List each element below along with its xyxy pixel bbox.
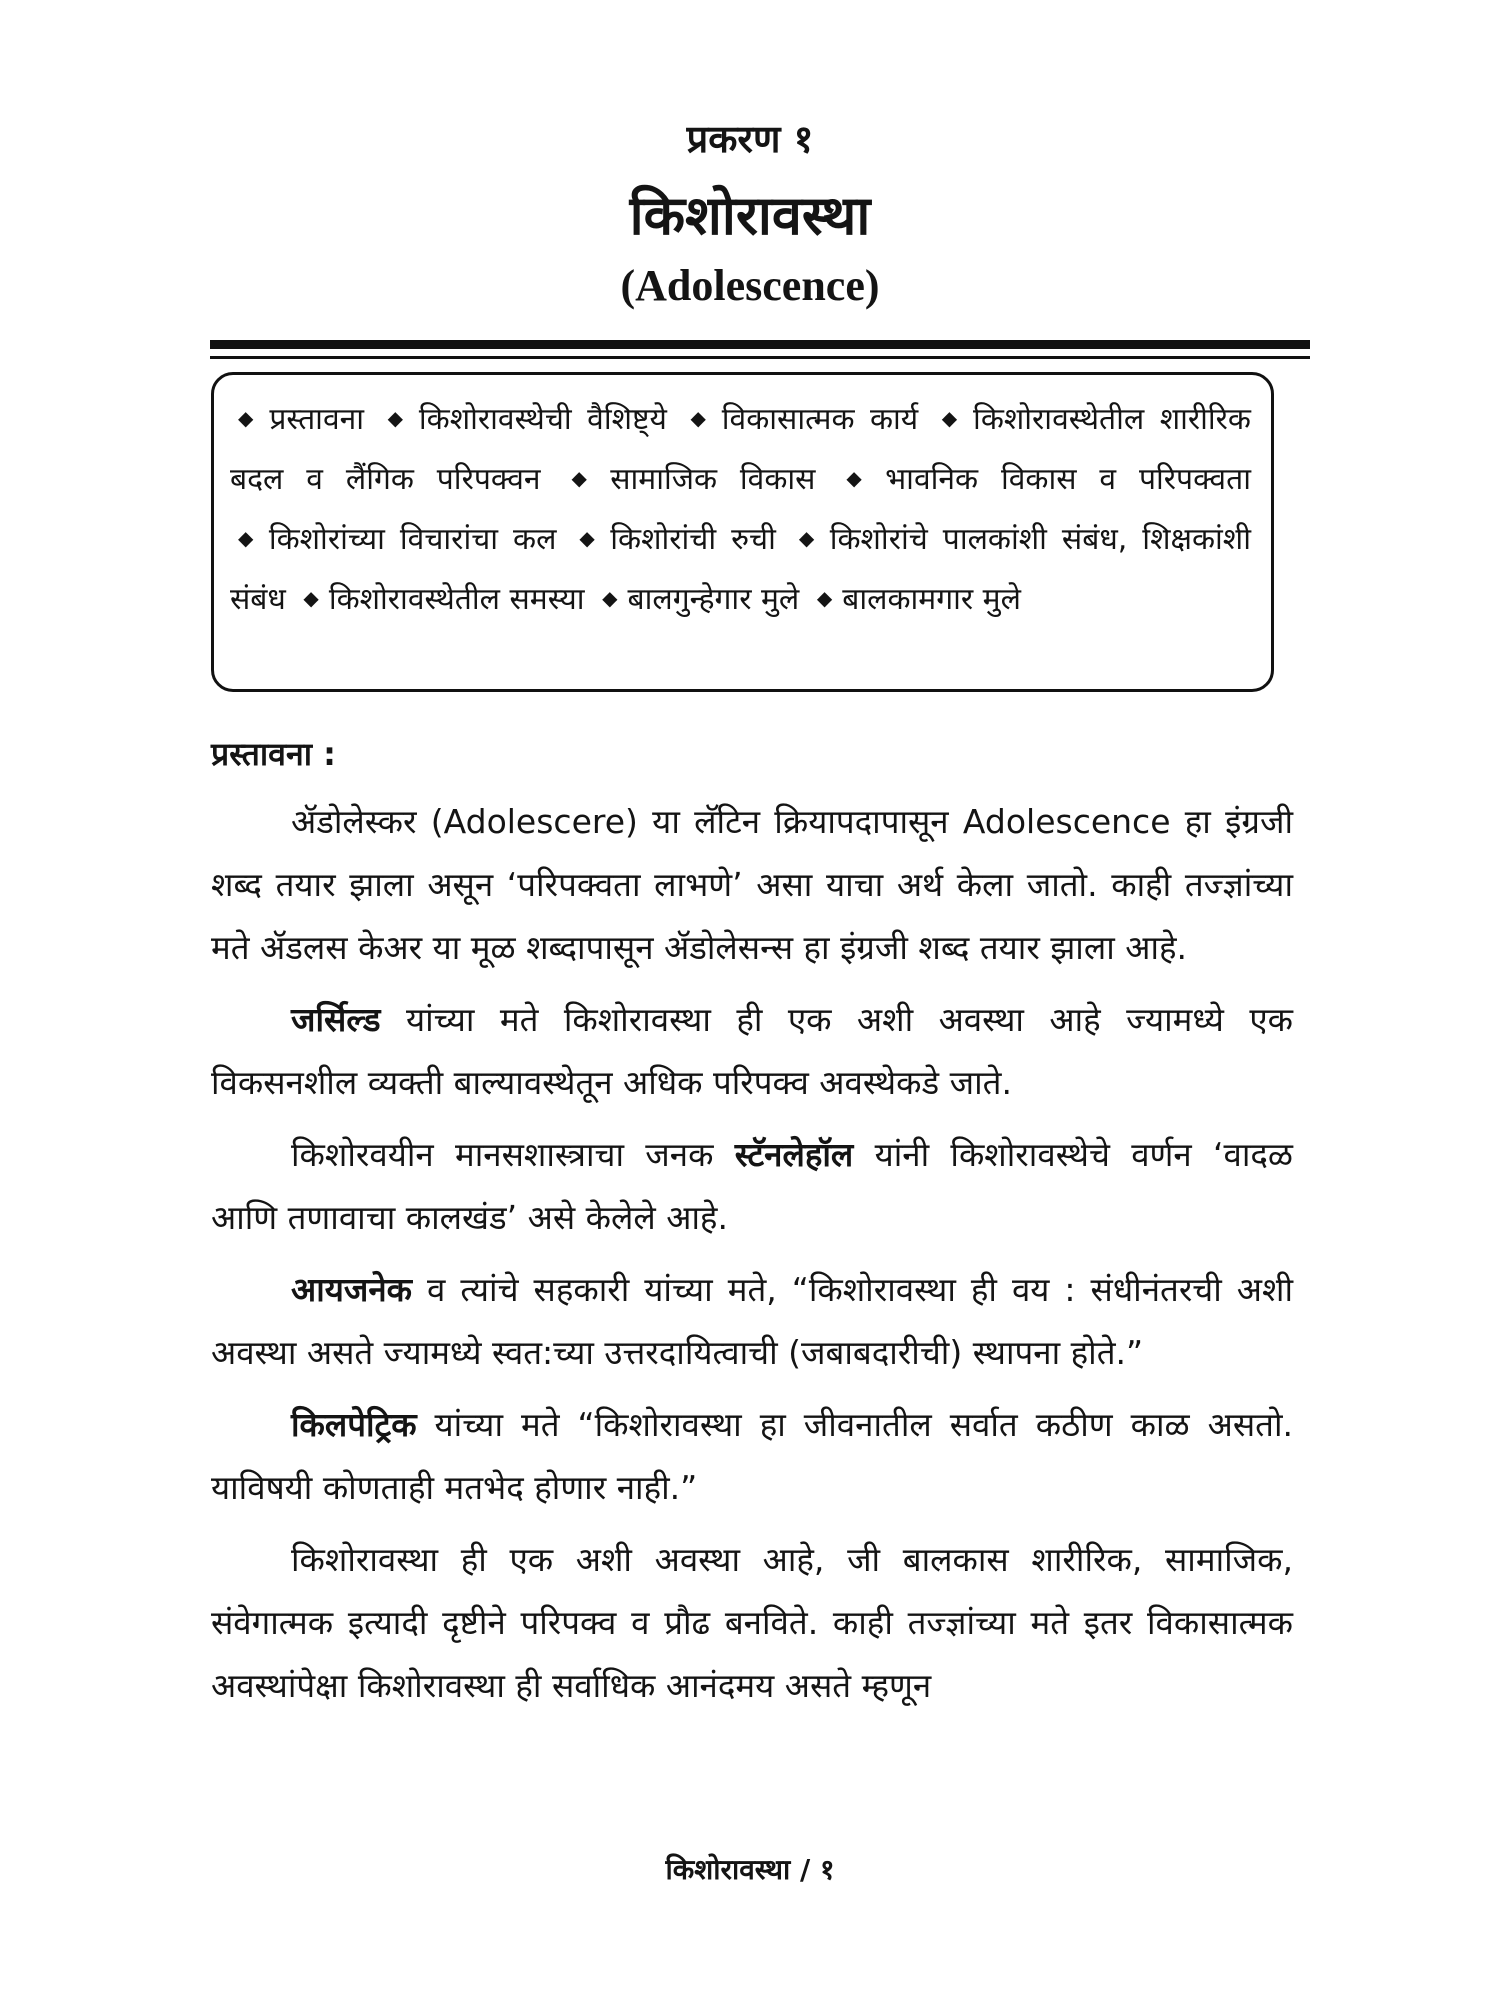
- diamond-bullet-icon: ◆: [238, 526, 259, 550]
- page-footer: किशोरावस्था / १: [665, 1853, 835, 1886]
- paragraph-text: व त्यांचे सहकारी यांच्या मते, “किशोरावस्था ही वय : संधीनंतरची अशी अवस्था असते ज्यामध्ये स्वत:च्या उत्तरदायित्वाची (जबाबदारीची) स्थापना होते.”: [211, 1270, 1293, 1372]
- topic-item: किशोरांच्या विचारांचा कल: [268, 522, 557, 557]
- author-name: जर्सिल्ड: [291, 1000, 381, 1039]
- diamond-bullet-icon: ◆: [941, 406, 964, 430]
- paragraph: ॲडोलेस्कर (Adolescere) या लॅटिन क्रियापदापासून Adolescence हा इंग्रजी शब्द तयार झाला असून ‘परिपक्वता लाभणे’ असा याचा अर्थ केला जातो. काही तज्ज्ञांच्या मते ॲडलस केअर या मूळ शब्दापासून ॲडोलेसन्स हा इंग्रजी शब्द तयार झाला आहे.: [211, 802, 1293, 967]
- chapter-title: किशोरावस्था: [629, 184, 871, 247]
- topic-item: प्रस्तावना: [269, 402, 365, 437]
- chapter-subtitle: (Adolescence): [620, 261, 880, 310]
- author-name: किलपेट्रिक: [291, 1405, 417, 1444]
- diamond-bullet-icon: ◆: [816, 586, 833, 610]
- paragraph-text: यांच्या मते “किशोरावस्था हा जीवनातील सर्वात कठीण काळ असतो. याविषयी कोणताही मतभेद होणार नाही.”: [211, 1405, 1293, 1507]
- paragraph: [211, 1258, 1293, 1384]
- diamond-bullet-icon: ◆: [798, 526, 820, 550]
- topic-item: बालकामगार मुले: [842, 582, 1021, 617]
- paragraph-text: किशोरवयीन मानसशास्त्राचा जनक: [291, 1135, 735, 1174]
- diamond-bullet-icon: ◆: [303, 586, 319, 610]
- topic-item: किशोरावस्थेतील शारीरिक बदल व लैंगिक परिपक्वन: [230, 402, 1251, 497]
- topic-item: किशोरावस्थेची वैशिष्ट्ये: [418, 402, 667, 437]
- topic-item: किशोरांचे पालकांशी संबंध, शिक्षकांशी संबंध: [230, 522, 1251, 617]
- title-rule-thin: [210, 356, 1310, 359]
- title-rule-thick: [210, 340, 1310, 349]
- topic-item: किशोरांची रुची: [610, 522, 776, 557]
- chapter-label: प्रकरण १: [686, 117, 814, 161]
- paragraph: [211, 1393, 1293, 1519]
- section-heading: प्रस्तावना :: [211, 735, 336, 773]
- diamond-bullet-icon: ◆: [238, 406, 260, 430]
- paragraph: [211, 1123, 1293, 1249]
- topic-item: बालगुन्हेगार मुले: [627, 582, 800, 617]
- topic-item: विकासात्मक कार्य: [721, 402, 919, 437]
- topic-item: भावनिक विकास व परिपक्वता: [885, 462, 1251, 497]
- diamond-bullet-icon: ◆: [571, 466, 601, 490]
- author-name: आयजनेक: [291, 1270, 413, 1309]
- diamond-bullet-icon: ◆: [602, 586, 618, 610]
- topic-item: किशोरावस्थेतील समस्या: [328, 582, 585, 617]
- paragraph: किशोरावस्था ही एक अशी अवस्था आहे, जी बालकास शारीरिक, सामाजिक, संवेगात्मक इत्यादी दृष्टीने परिपक्व व प्रौढ बनविते. काही तज्ज्ञांच्या मते इतर विकासात्मक अवस्थांपेक्षा किशोरावस्था ही सर्वाधिक आनंदमय असते म्हणून: [211, 1540, 1293, 1705]
- paragraph-text: यांच्या मते किशोरावस्था ही एक अशी अवस्था आहे ज्यामध्ये एक विकसनशील व्यक्ती बाल्यावस्थेतून अधिक परिपक्व अवस्थेकडे जाते.: [211, 1000, 1293, 1102]
- topic-item: सामाजिक विकास: [610, 462, 816, 497]
- paragraph-text: यांनी किशोरावस्थेचे वर्णन ‘वादळ आणि तणावाचा कालखंड’ असे केलेले आहे.: [211, 1135, 1293, 1237]
- diamond-bullet-icon: ◆: [690, 406, 712, 430]
- diamond-bullet-icon: ◆: [387, 406, 409, 430]
- paragraph: [211, 988, 1293, 1114]
- body-text: [211, 790, 1293, 1726]
- author-name: स्टॅनलेहॉल: [734, 1135, 854, 1174]
- diamond-bullet-icon: ◆: [846, 466, 876, 490]
- diamond-bullet-icon: ◆: [579, 526, 601, 550]
- chapter-topics-box: [211, 372, 1274, 692]
